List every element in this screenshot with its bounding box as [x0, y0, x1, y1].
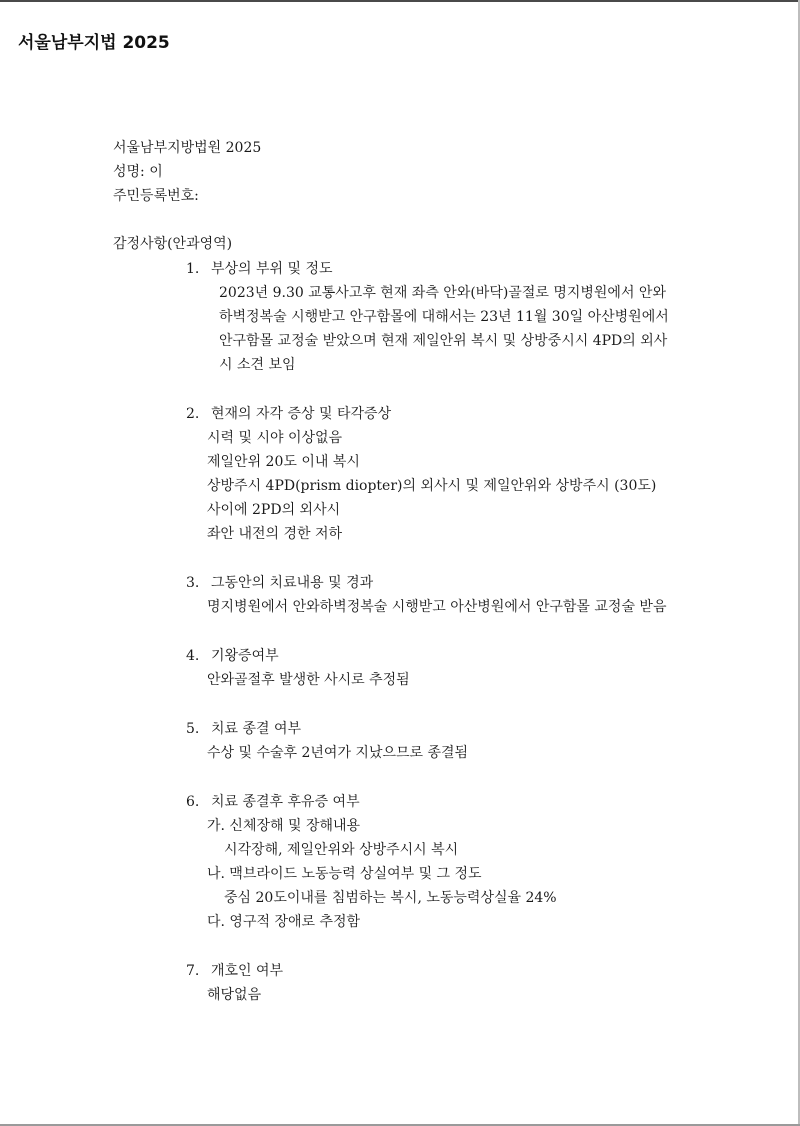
item-line: 2023년 9.30 교통사고후 현재 좌측 안와(바닥)골절로 명지병원에서 안와 — [219, 285, 666, 301]
item-line: 하벽정복술 시행받고 안구함몰에 대해서는 23년 11월 30일 아산병원에서 — [219, 309, 669, 325]
patient-name: 성명: 이 — [113, 164, 163, 180]
resident-number: 주민등록번호: — [113, 188, 199, 204]
item-line: 사이에 2PD의 외사시 — [207, 502, 341, 518]
item-line: 좌안 내전의 경한 저하 — [207, 526, 343, 542]
item-number: 4. — [186, 648, 200, 664]
court-name: 서울남부지방법원 2025 — [113, 140, 262, 156]
item-title: 치료 종결후 후유증 여부 — [211, 794, 360, 810]
item-title: 기왕증여부 — [211, 648, 279, 664]
item-number: 2. — [186, 406, 200, 422]
item-line: 시 소견 보임 — [219, 357, 296, 373]
page-edge-top — [0, 0, 800, 2]
item-line: 안와골절후 발생한 사시로 추정됨 — [207, 672, 410, 688]
item-title: 치료 종결 여부 — [211, 721, 302, 737]
item-title: 현재의 자각 증상 및 타각증상 — [211, 406, 392, 422]
item-line: 안구함몰 교정술 받았으며 현재 제일안위 복시 및 상방중시시 4PD의 외사 — [219, 333, 668, 349]
item-line: 제일안위 20도 이내 복시 — [207, 454, 360, 470]
sub-item-heading: 나. 맥브라이드 노동능력 상실여부 및 그 정도 — [207, 866, 482, 882]
item-title: 그동안의 치료내용 및 경과 — [211, 575, 374, 591]
section-title: 감정사항(안과영역) — [113, 236, 233, 252]
item-line: 해당없음 — [207, 987, 262, 1003]
item-line: 시력 및 시야 이상없음 — [207, 430, 343, 446]
sub-item-body: 중심 20도이내를 침범하는 복시, 노동능력상실율 24% — [224, 890, 557, 906]
court-watermark: 서울남부지법 2025 — [18, 33, 170, 53]
item-number: 7. — [186, 963, 200, 979]
item-line: 수상 및 수술후 2년여가 지났으므로 종결됨 — [207, 745, 469, 761]
item-number: 1. — [186, 261, 200, 277]
item-number: 6. — [186, 794, 200, 810]
item-title: 개호인 여부 — [211, 963, 284, 979]
sub-item-heading: 다. 영구적 장애로 추정함 — [207, 914, 361, 930]
item-number: 3. — [186, 575, 200, 591]
item-number: 5. — [186, 721, 200, 737]
item-line: 상방주시 4PD(prism diopter)의 외사시 및 제일안위와 상방주시 (30도) — [207, 478, 657, 494]
item-line: 명지병원에서 안와하벽정복술 시행받고 아산병원에서 안구함몰 교정술 받음 — [207, 599, 667, 615]
sub-item-body: 시각장해, 제일안위와 상방주시시 복시 — [224, 842, 459, 858]
sub-item-heading: 가. 신체장해 및 장해내용 — [207, 818, 361, 834]
item-title: 부상의 부위 및 정도 — [211, 261, 333, 277]
